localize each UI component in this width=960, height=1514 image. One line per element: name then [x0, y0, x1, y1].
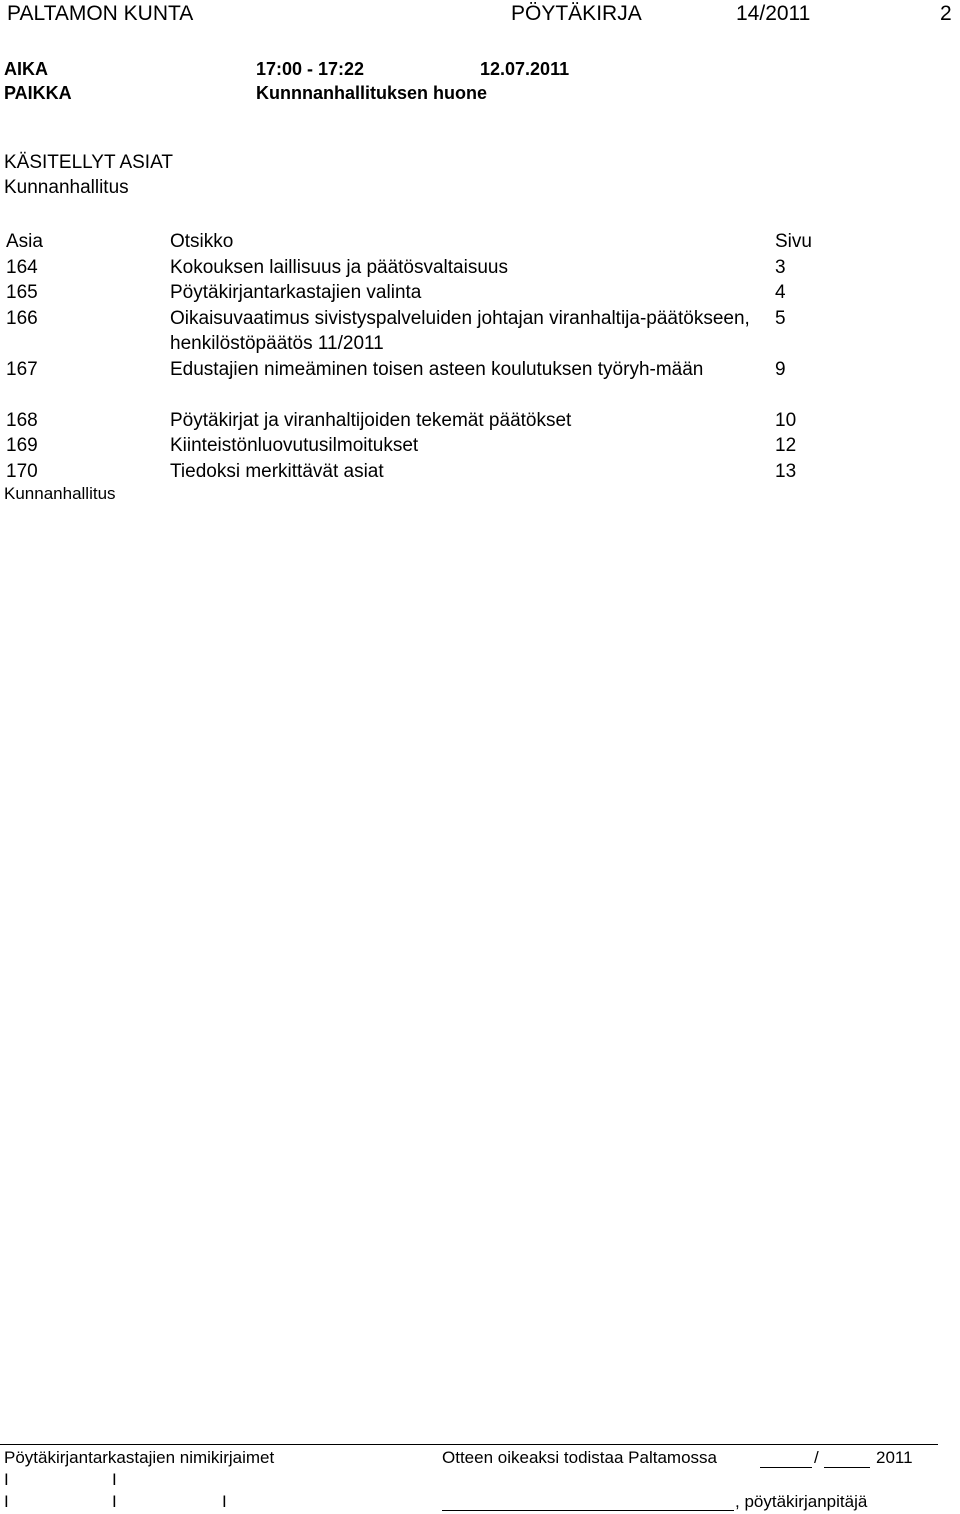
initials-separator: I — [112, 1492, 117, 1511]
table-row — [6, 255, 846, 281]
initials-separator: I — [222, 1492, 227, 1511]
place-value: Kunnnanhallituksen huone — [256, 83, 488, 103]
item-number: 169 — [6, 435, 38, 456]
section-body: Kunnanhallitus — [4, 177, 129, 198]
item-page: 10 — [775, 409, 797, 431]
item-page: 4 — [775, 282, 786, 303]
date-separator: / — [814, 1448, 819, 1467]
place-label: PAIKKA — [4, 83, 72, 103]
agenda-table — [6, 229, 846, 484]
item-page: 5 — [775, 307, 786, 329]
table-row — [6, 280, 846, 306]
time-value: 17:00 - 17:22 — [256, 59, 365, 79]
organization-name: PALTAMON KUNTA — [7, 2, 194, 25]
item-number: 168 — [6, 409, 38, 431]
item-page: 13 — [775, 460, 797, 482]
signature-blank — [442, 1510, 734, 1511]
item-title: Tiedoksi merkittävät asiat — [170, 460, 384, 482]
section-title: KÄSITELLYT ASIAT — [4, 152, 173, 173]
item-page: 3 — [775, 256, 786, 278]
item-number: 164 — [6, 256, 38, 278]
column-header-asia: Asia — [6, 231, 43, 252]
page-number: 2 — [940, 2, 952, 25]
initials-separator: I — [4, 1492, 9, 1511]
item-title: Kokouksen laillisuus ja päätösvaltaisuus — [170, 256, 508, 278]
initials-separator: I — [112, 1470, 117, 1489]
item-title: Pöytäkirjantarkastajien valinta — [170, 282, 422, 303]
item-title: Oikaisuvaatimus sivistyspalveluiden johtajan viranhaltija-päätökseen, henkilöstöpäätös 11/2011 — [170, 307, 750, 354]
table-row — [6, 306, 846, 357]
item-number: 165 — [6, 282, 38, 303]
item-number: 166 — [6, 307, 38, 329]
day-blank — [760, 1467, 812, 1468]
table-row — [6, 433, 846, 459]
item-number: 167 — [6, 358, 38, 380]
item-number: 170 — [6, 460, 38, 482]
column-header-sivu: Sivu — [775, 231, 812, 252]
certify-year: 2011 — [876, 1448, 913, 1467]
item-title: Kiinteistönluovutusilmoitukset — [170, 435, 419, 456]
column-header-otsikko: Otsikko — [170, 231, 234, 252]
initials-label: Pöytäkirjantarkastajien nimikirjaimet — [4, 1448, 275, 1467]
item-page: 12 — [775, 435, 797, 456]
time-label: AIKA — [4, 59, 48, 79]
table-row — [6, 408, 846, 434]
certify-text: Otteen oikeaksi todistaa Paltamossa — [442, 1448, 717, 1467]
table-header-row — [6, 229, 846, 255]
document-number: 14/2011 — [736, 2, 811, 25]
clerk-label: , pöytäkirjanpitäjä — [735, 1492, 868, 1511]
table-row — [6, 459, 846, 485]
footer-divider — [0, 1444, 938, 1445]
after-table-text: Kunnanhallitus — [4, 484, 116, 503]
table-row — [6, 357, 846, 408]
date-value: 12.07.2011 — [480, 59, 570, 79]
initials-separator: I — [4, 1470, 9, 1489]
item-page: 9 — [775, 358, 786, 380]
item-title: Pöytäkirjat ja viranhaltijoiden tekemät päätökset — [170, 409, 572, 431]
item-title: Edustajien nimeäminen toisen asteen koulutuksen työryh-mään — [170, 358, 704, 380]
document-type: PÖYTÄKIRJA — [511, 2, 642, 25]
month-blank — [824, 1467, 870, 1468]
